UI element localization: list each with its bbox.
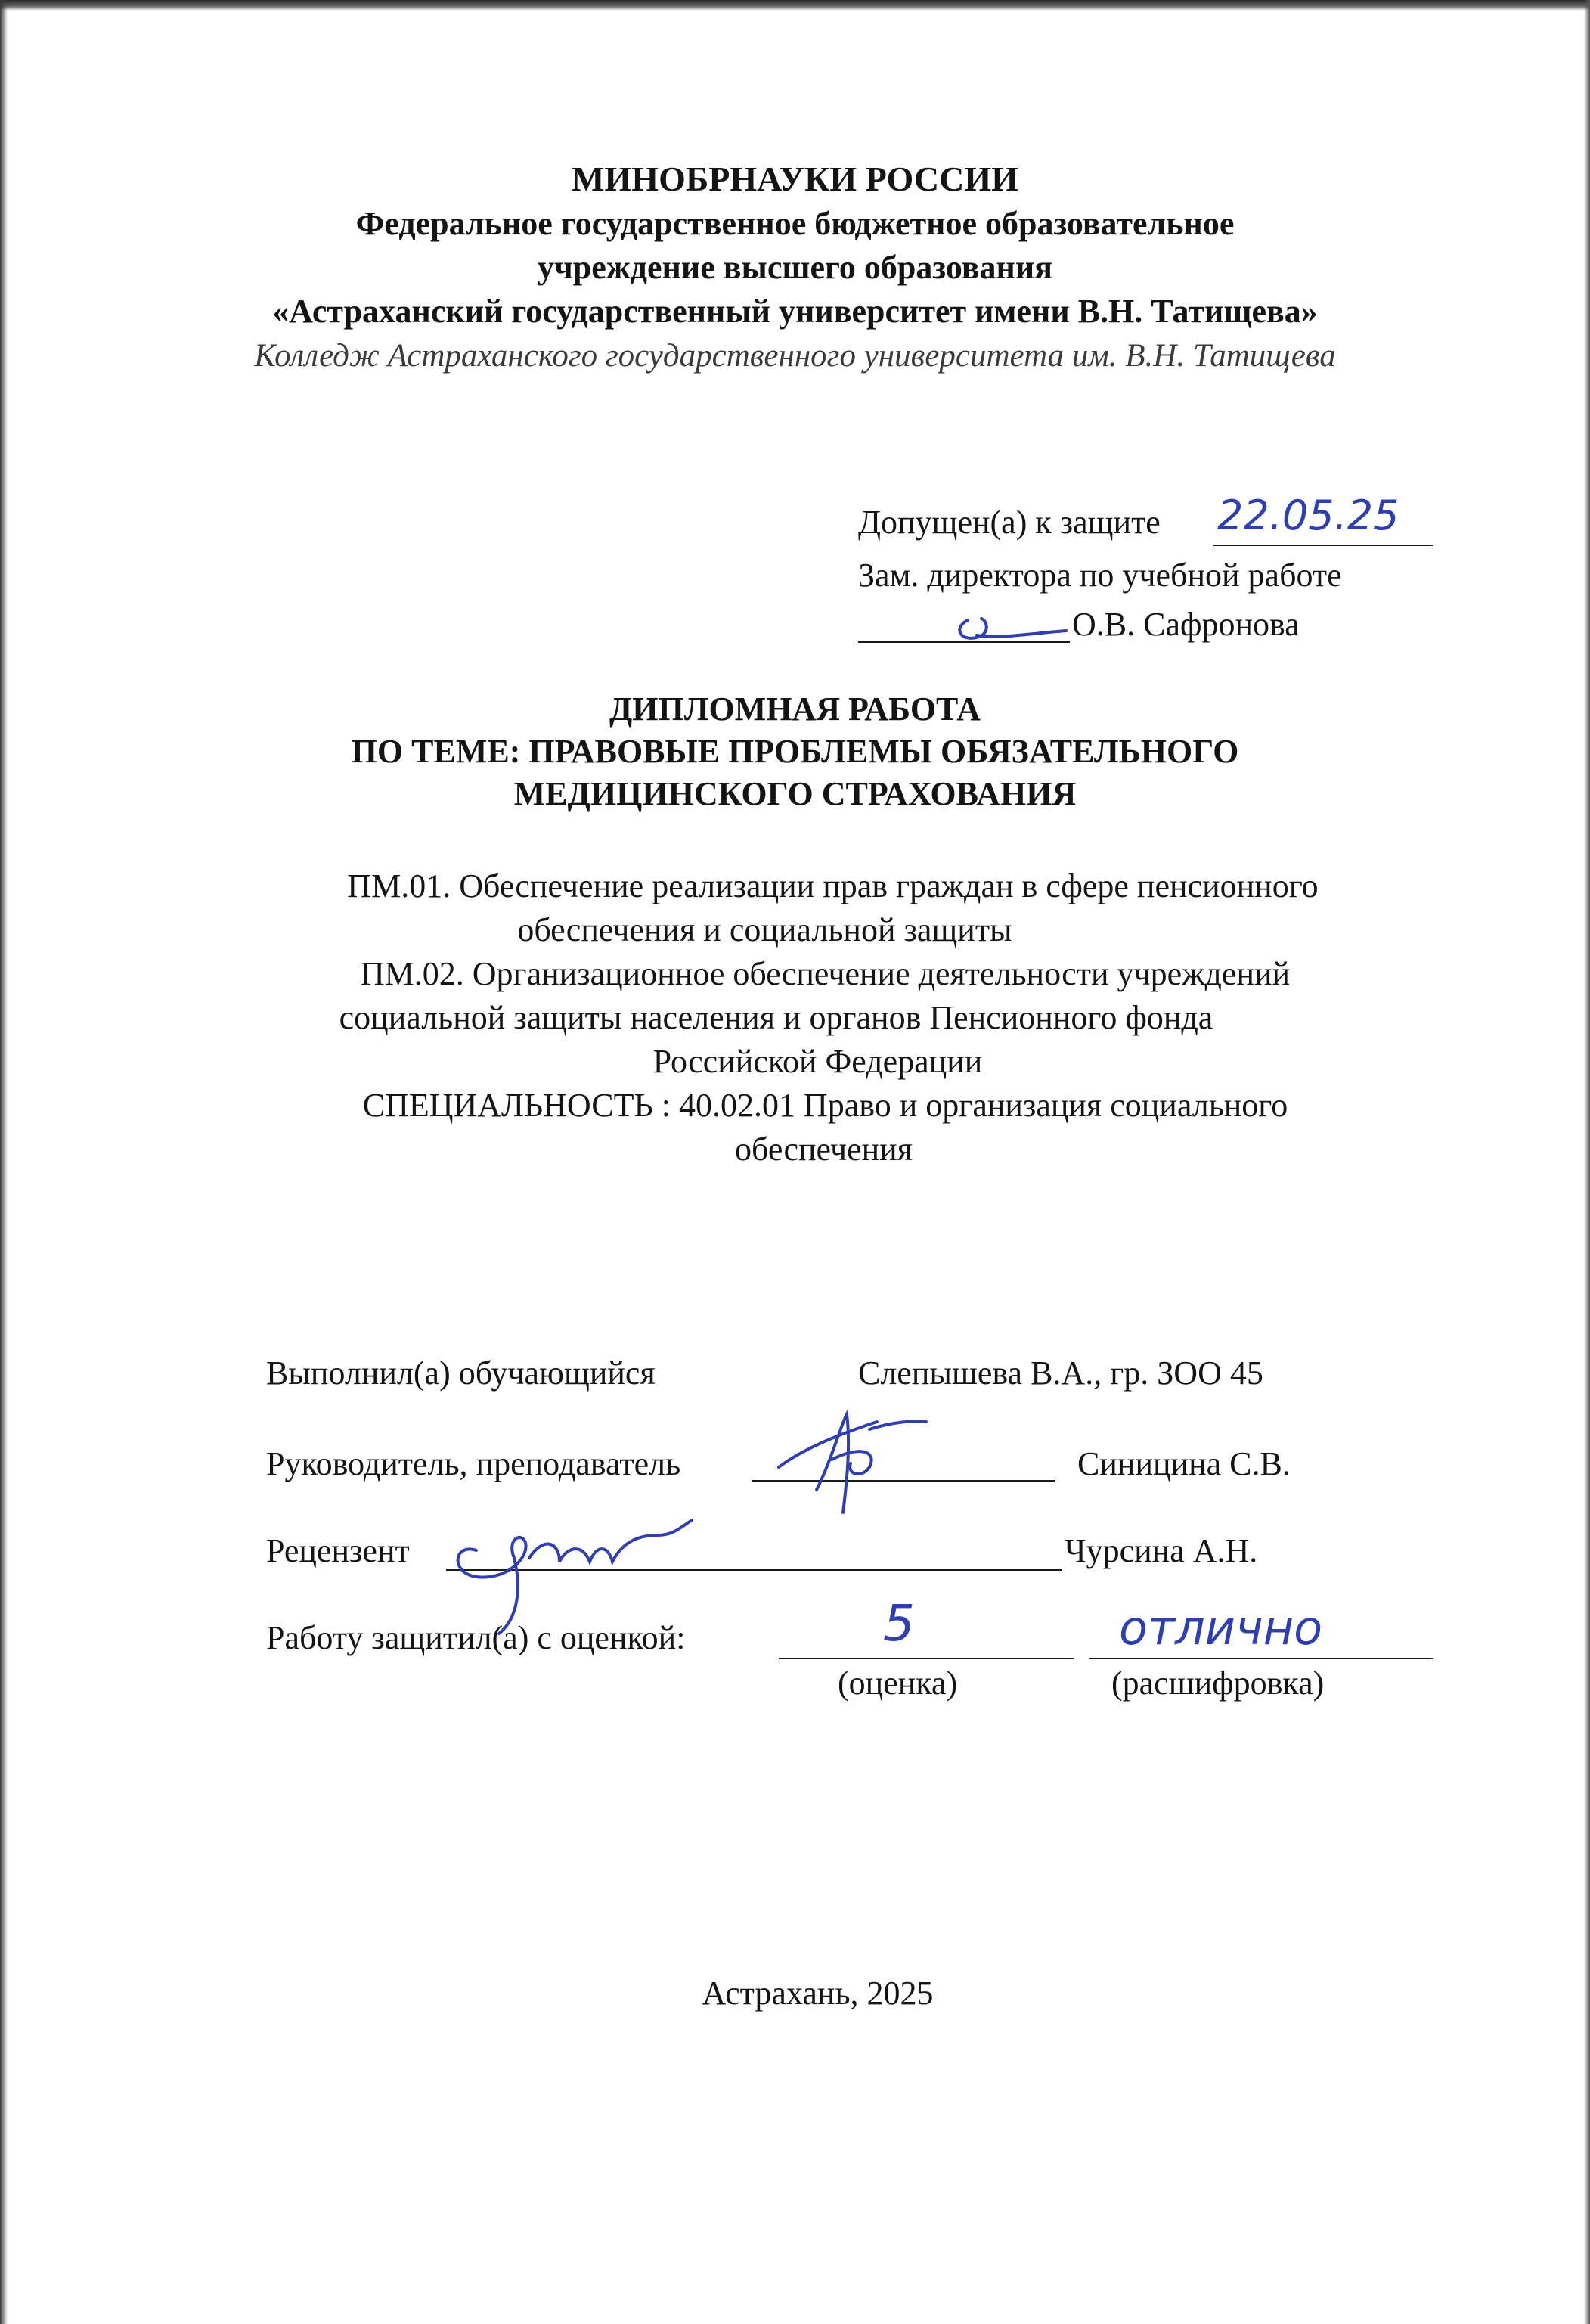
- supervisor-label: Руководитель, преподаватель: [266, 1445, 681, 1482]
- admitted-date: 22.05.25: [1217, 492, 1399, 539]
- author-label: Выполнил(а) обучающийся: [266, 1354, 656, 1392]
- admitted-label: Допущен(а) к защите: [858, 504, 1161, 541]
- college-name: Колледж Астраханского государственного университета им. В.Н. Татищева: [254, 338, 1336, 374]
- specialty-line-2: обеспечения: [735, 1131, 913, 1168]
- topic-line-2: МЕДИЦИНСКОГО СТРАХОВАНИЯ: [513, 775, 1077, 812]
- position-label: Зам. директора по учебной работе: [858, 557, 1342, 594]
- city-year: Астрахань, 2025: [702, 1975, 934, 2012]
- grade-label: Работу защитил(а) с оценкой:: [266, 1619, 686, 1656]
- words-caption: (расшифровка): [1111, 1665, 1325, 1702]
- pm02-line-2: социальной защиты населения и органов Пенсионного фонда: [339, 999, 1213, 1036]
- supervisor-name: Синицина С.В.: [1077, 1445, 1291, 1482]
- grade-line: [779, 1658, 1074, 1659]
- grade-words: отлично: [1119, 1600, 1323, 1655]
- reviewer-label: Рецензент: [266, 1532, 410, 1569]
- specialty-line-1: СПЕЦИАЛЬНОСТЬ : 40.02.01 Право и организация социального: [362, 1087, 1288, 1124]
- scan-edge-top: [0, 0, 1590, 11]
- pm02-line-3: Российской Федерации: [652, 1043, 983, 1080]
- institution-line-2: учреждение высшего образования: [537, 249, 1052, 286]
- author-value: Слепышева В.А., гр. ЗОО 45: [858, 1354, 1263, 1392]
- admitted-date-line: [1213, 545, 1433, 546]
- work-type: ДИПЛОМНАЯ РАБОТА: [609, 690, 981, 728]
- grade-value: 5: [883, 1594, 915, 1652]
- approver-signature: [945, 597, 1074, 650]
- pm02-line-1: ПМ.02. Организационное обеспечение деятельности учреждений: [360, 955, 1291, 992]
- reviewer-name: Чурсина А.Н.: [1065, 1532, 1258, 1569]
- institution-line-1: Федеральное государственное бюджетное образовательное: [355, 205, 1235, 242]
- grade-words-line: [1089, 1658, 1433, 1659]
- pm01-line-1: ПМ.01. Обеспечение реализации прав граждан в сфере пенсионного: [347, 867, 1319, 904]
- supervisor-signature: [764, 1399, 930, 1520]
- grade-caption: (оценка): [838, 1665, 958, 1702]
- university-name: «Астраханский государственный университет имени В.Н. Татищева»: [272, 293, 1318, 330]
- ministry-heading: МИНОБРНАУКИ РОССИИ: [572, 160, 1018, 198]
- topic-line-1: ПО ТЕМЕ: ПРАВОВЫЕ ПРОБЛЕМЫ ОБЯЗАТЕЛЬНОГО: [351, 733, 1239, 770]
- approver-name: О.В. Сафронова: [1072, 606, 1300, 643]
- pm01-line-2: обеспечения и социальной защиты: [517, 911, 1012, 948]
